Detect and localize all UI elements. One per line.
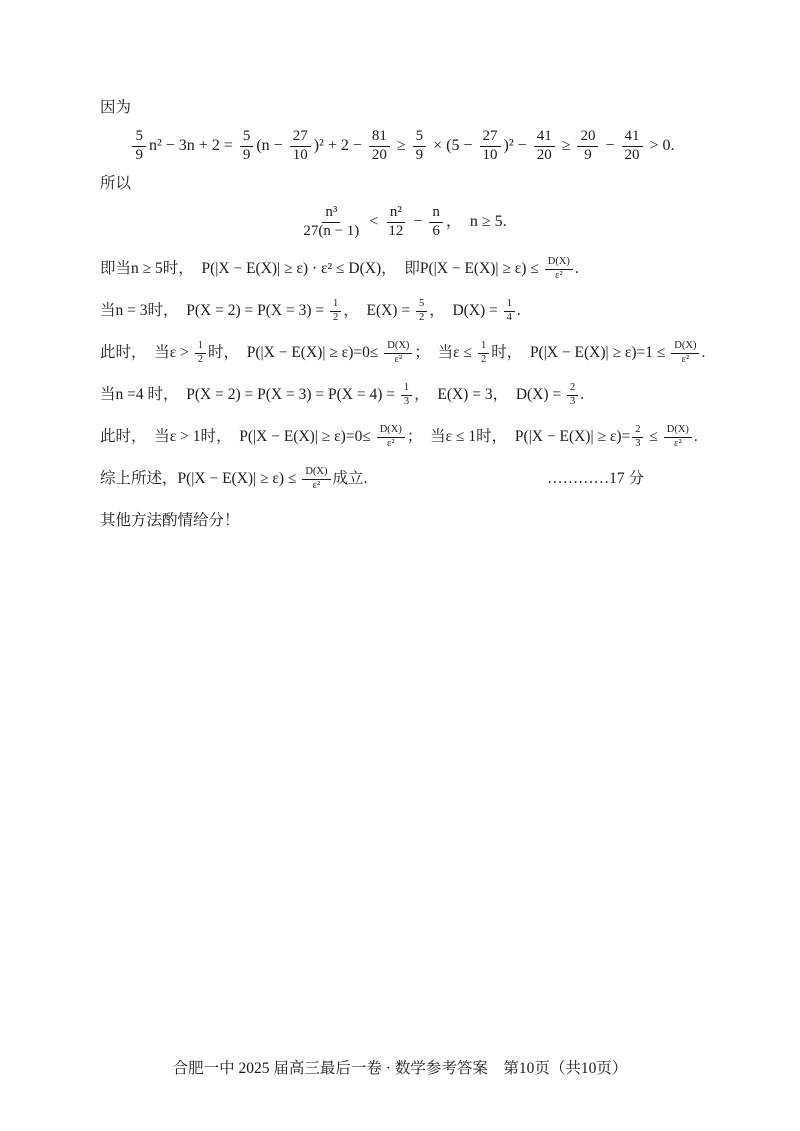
math-text: . bbox=[516, 302, 521, 320]
math-text: 其他方法酌情给分！ bbox=[100, 512, 240, 530]
math-text: ， E(X) = 3， D(X) = bbox=[414, 386, 566, 404]
math-text: ≥ bbox=[392, 137, 410, 154]
math-text: 因为 bbox=[100, 99, 132, 117]
text-line bbox=[100, 290, 704, 332]
fraction: $\frac{41}{20}$ bbox=[534, 128, 555, 164]
fraction: $\frac{1}{4}$ bbox=[504, 298, 515, 323]
math-text: 综上所述，P(|X − E(X)| ≥ ε) ≤ bbox=[100, 470, 301, 488]
math-text: 此时， 当ε > 1时， P(|X − E(X)| ≥ ε)=0≤ bbox=[100, 428, 375, 446]
text-line bbox=[100, 416, 704, 458]
fraction: $\frac{D(X)}{\text{ε²}}$ bbox=[384, 340, 412, 365]
fraction: $\frac{5}{2}$ bbox=[416, 298, 427, 323]
math-text: )² + 2 − bbox=[313, 137, 366, 154]
fraction: $\frac{20}{9}$ bbox=[577, 128, 598, 164]
fraction: $\frac{1}{2}$ bbox=[195, 340, 206, 365]
fraction: $\frac{5}{9}$ bbox=[413, 128, 427, 164]
math-text: 此时， 当ε > bbox=[100, 344, 193, 362]
math-text: 当n = 3时， P(X = 2) = P(X = 3) = bbox=[100, 302, 328, 320]
fraction: $\frac{\text{n²}}{12}$ bbox=[388, 204, 404, 239]
math-text: > 0. bbox=[645, 137, 675, 154]
math-text: ； 当ε ≤ 1时， P(|X − E(X)| ≥ ε)= bbox=[406, 428, 631, 446]
fraction: $\frac{81}{20}$ bbox=[369, 128, 390, 164]
fraction: $\frac{D(X)}{\text{ε²}}$ bbox=[545, 256, 573, 281]
fraction: $\frac{5}{9}$ bbox=[132, 128, 146, 164]
fraction: $\frac{D(X)}{\text{ε²}}$ bbox=[671, 340, 699, 365]
text-line bbox=[100, 332, 704, 374]
text-line bbox=[100, 96, 704, 120]
math-text: . bbox=[580, 386, 585, 404]
math-text: 时， P(|X − E(X)| ≥ ε)=0≤ bbox=[208, 344, 383, 362]
math-text: 当n =4 时， P(X = 2) = P(X = 3) = P(X = 4) = bbox=[100, 386, 399, 404]
math-text: )² − bbox=[503, 137, 531, 154]
math-text: . bbox=[693, 428, 698, 446]
math-text: 即当n ≥ 5时， P(|X − E(X)| ≥ ε) · ε² ≤ D(X)， 即P(|X − E(X)| ≥ ε) ≤ bbox=[100, 260, 543, 278]
math-text: < bbox=[365, 213, 383, 230]
fraction: $\frac{2}{3}$ bbox=[567, 382, 578, 407]
math-text: (n − bbox=[256, 137, 287, 154]
formula-line bbox=[100, 120, 704, 172]
text-line bbox=[100, 500, 704, 542]
fraction: $\frac{27}{10}$ bbox=[290, 128, 311, 164]
fraction: $\frac{n}{6}$ bbox=[429, 204, 443, 240]
fraction: $\frac{27}{10}$ bbox=[480, 128, 501, 164]
text-line bbox=[100, 248, 704, 290]
text-line bbox=[100, 172, 704, 196]
fraction: $\frac{41}{20}$ bbox=[622, 128, 643, 164]
math-text: 成立. bbox=[332, 470, 368, 488]
fraction: $\frac{2}{3}$ bbox=[632, 424, 643, 449]
fraction: $\frac{D(X)}{\text{ε²}}$ bbox=[377, 424, 405, 449]
math-text: ， E(X) = bbox=[343, 302, 414, 320]
fraction: $\frac{1}{2}$ bbox=[478, 340, 489, 365]
math-text: ≤ bbox=[645, 428, 662, 446]
math-text: ， n ≥ 5. bbox=[445, 213, 507, 230]
math-text: ， D(X) = bbox=[429, 302, 502, 320]
math-text: − bbox=[409, 213, 427, 230]
math-text: 所以 bbox=[100, 175, 132, 193]
math-text: . bbox=[701, 344, 706, 362]
answer-lines bbox=[100, 96, 704, 542]
math-text: . bbox=[574, 260, 579, 278]
fraction: $\frac{1}{2}$ bbox=[330, 298, 341, 323]
text-line bbox=[100, 458, 704, 500]
fraction: $\frac{5}{9}$ bbox=[240, 128, 254, 164]
text-line bbox=[100, 374, 704, 416]
fraction: $\frac{D(X)}{\text{ε²}}$ bbox=[302, 466, 330, 491]
math-text: n² − 3n + 2 = bbox=[148, 137, 237, 154]
math-text: 时， P(|X − E(X)| ≥ ε)=1 ≤ bbox=[491, 344, 670, 362]
score-marker: …………17 分 bbox=[547, 470, 644, 488]
math-text: ； 当ε ≤ bbox=[414, 344, 476, 362]
fraction: $\frac{1}{3}$ bbox=[401, 382, 412, 407]
math-text: ≥ bbox=[557, 137, 575, 154]
fraction: $\frac{D(X)}{\text{ε²}}$ bbox=[664, 424, 692, 449]
page-footer: 合肥一中 2025 届高三最后一卷 · 数学参考答案 第10页（共10页） bbox=[172, 1060, 628, 1077]
math-text: × (5 − bbox=[429, 137, 477, 154]
formula-line bbox=[100, 196, 704, 248]
fraction: $\frac{\text{n³}}{27(n - 1)}$ bbox=[303, 204, 360, 239]
math-text: − bbox=[601, 137, 619, 154]
